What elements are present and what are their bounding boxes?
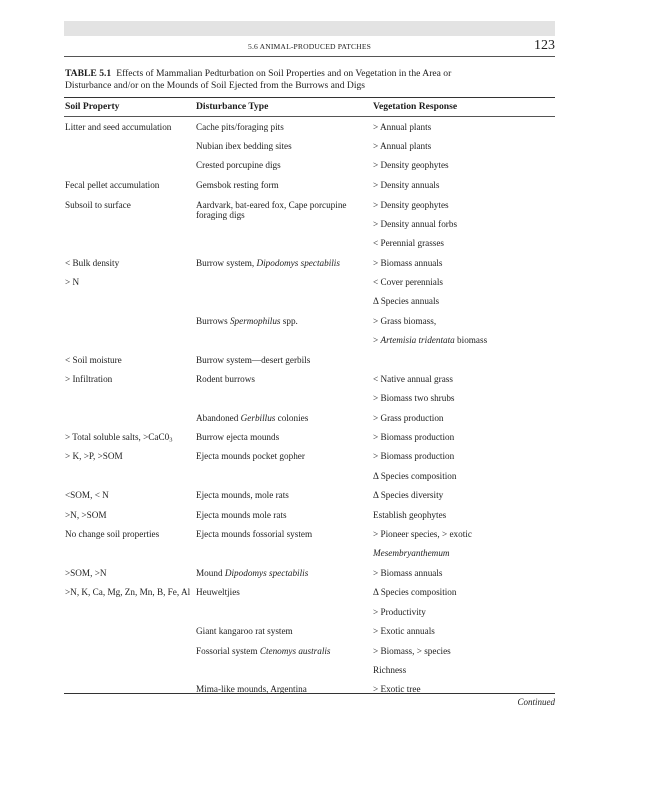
vegetation-response-text: > Biomass annuals — [373, 257, 443, 268]
table-row — [65, 258, 555, 277]
vegetation-response-text: > Productivity — [373, 606, 426, 617]
species-name: Gerbillus — [240, 412, 276, 423]
soil-property-cell — [65, 122, 193, 133]
disturbance-type-cell — [196, 258, 361, 269]
disturbance-type-text: Ejecta mounds mole rats — [196, 509, 287, 520]
soil-property-text: Litter and seed accumulation — [65, 122, 172, 132]
table-row — [65, 451, 555, 470]
caption-line-2: Disturbance and/or on the Mounds of Soil Ejected from the Burrows and Digs — [65, 80, 366, 91]
soil-property-text: > N — [65, 277, 80, 288]
vegetation-response-cell — [373, 548, 555, 559]
soil-property-cell — [65, 529, 193, 540]
vegetation-response-cell — [373, 568, 555, 579]
page-number: 123 — [534, 38, 555, 53]
vegetation-response-cell — [373, 296, 555, 307]
vegetation-response-cell — [373, 626, 555, 637]
vegetation-response-text: > Exotic tree — [373, 684, 421, 695]
vegetation-response-text: > Biomass, > species — [373, 645, 451, 656]
soil-property-cell — [65, 568, 193, 579]
disturbance-type-text: Cache pits/foraging pits — [196, 122, 284, 132]
soil-property-text: > K, >P, >SOM — [65, 451, 123, 462]
table-body — [65, 122, 555, 703]
disturbance-type-cell — [196, 432, 361, 443]
soil-property-cell — [65, 451, 193, 462]
table-row — [65, 626, 555, 646]
disturbance-type-cell — [196, 355, 361, 366]
vegetation-response-text: Δ Species diversity — [373, 490, 444, 501]
vegetation-response-text: > Biomass annuals — [373, 567, 443, 578]
table-caption — [65, 68, 555, 92]
table-bottom-rule — [64, 693, 555, 694]
soil-property-cell — [65, 355, 193, 366]
table-row — [65, 238, 555, 258]
vegetation-response-cell — [373, 490, 555, 501]
table-top-rule — [64, 97, 555, 98]
table-row — [65, 490, 555, 509]
table-row — [65, 587, 555, 606]
vegetation-response-text: Δ Species composition — [373, 470, 457, 481]
vegetation-response-text: < Perennial grasses — [373, 237, 445, 248]
caption-line-1: Effects of Mammalian Pedturbation on Soil Properties and on Vegetation in the Area or — [116, 68, 452, 79]
disturbance-type-text: Ejecta mounds, mole rats — [196, 490, 289, 501]
vegetation-response-cell — [373, 471, 555, 482]
soil-property-text: > Infiltration — [65, 373, 113, 384]
table-row — [65, 529, 555, 548]
disturbance-type-cell — [196, 413, 361, 424]
vegetation-response-text: > — [373, 335, 381, 346]
table-row — [65, 355, 555, 374]
disturbance-type-cell — [196, 587, 361, 598]
vegetation-response-cell — [373, 451, 555, 462]
disturbance-type-text: Gemsbok resting form — [196, 180, 279, 191]
species-name: Dipodomys spectabilis — [224, 567, 309, 578]
table-row — [65, 510, 555, 529]
table-header-row — [65, 101, 555, 114]
soil-property-cell — [65, 374, 193, 385]
disturbance-type-text: Nubian ibex bedding sites — [196, 141, 292, 152]
vegetation-response-text: Δ Species composition — [373, 587, 457, 598]
disturbance-type-text: Abandoned — [196, 412, 241, 423]
disturbance-type-text: colonies — [275, 412, 309, 423]
disturbance-type-text: Ejecta mounds fossorial system — [196, 529, 313, 539]
table-row — [65, 471, 555, 491]
table-header-rule — [64, 116, 555, 117]
table-row — [65, 141, 555, 160]
table-row — [65, 432, 555, 451]
vegetation-response-cell — [373, 277, 555, 288]
disturbance-type-text: Burrow system, — [196, 257, 257, 268]
vegetation-response-text: biomass — [454, 335, 488, 346]
vegetation-response-text: Richness — [373, 664, 407, 675]
table-row — [65, 180, 555, 199]
vegetation-response-text: > Pioneer species, > exotic — [373, 529, 472, 539]
disturbance-type-text: Burrows — [196, 315, 230, 326]
soil-property-text: No change soil properties — [65, 529, 160, 539]
vegetation-response-text: > Biomass two shrubs — [373, 393, 455, 404]
soil-property-cell — [65, 180, 193, 191]
page-top-bar — [64, 21, 555, 36]
vegetation-response-text: > Density annuals — [373, 180, 440, 191]
running-head — [64, 36, 555, 57]
table-row — [65, 296, 555, 315]
table-row — [65, 200, 555, 219]
disturbance-type-cell — [196, 626, 361, 637]
table-row — [65, 316, 555, 336]
disturbance-type-text: Giant kangaroo rat system — [196, 625, 293, 636]
disturbance-type-text: Burrow system—desert gerbils — [196, 354, 311, 365]
vegetation-response-cell — [373, 393, 555, 404]
vegetation-response-cell — [373, 200, 555, 211]
disturbance-type-cell — [196, 374, 361, 385]
disturbance-type-text: Burrow ejecta mounds — [196, 432, 280, 443]
soil-property-cell — [65, 490, 193, 501]
disturbance-type-text: Heuweltjies — [196, 587, 240, 598]
disturbance-type-text: Mima-like mounds, Argentina — [196, 684, 307, 695]
vegetation-response-text: > Biomass production — [373, 451, 455, 462]
vegetation-response-cell — [373, 160, 555, 171]
vegetation-response-cell — [373, 607, 555, 618]
vegetation-response-cell — [373, 510, 555, 521]
soil-property-text: < Soil moisture — [65, 354, 122, 365]
vegetation-response-cell — [373, 413, 555, 424]
vegetation-response-cell — [373, 219, 555, 230]
continued-note: Continued — [517, 697, 555, 707]
soil-property-text: Subsoil to surface — [65, 199, 131, 210]
vegetation-response-text: > Exotic annuals — [373, 625, 435, 636]
column-header: Vegetation Response — [373, 101, 458, 112]
section-title: 5.6 ANIMAL-PRODUCED PATCHES — [248, 42, 371, 51]
table-row — [65, 277, 555, 296]
species-name: Artemisia tridentata — [380, 335, 455, 346]
species-name: Ctenomys australis — [259, 645, 331, 656]
table-label: TABLE 5.1 — [65, 68, 112, 79]
table-row — [65, 393, 555, 413]
soil-property-text: >N, >SOM — [65, 509, 107, 520]
disturbance-type-text: Aardvark, bat-eared fox, Cape porcupine foraging digs — [196, 199, 347, 221]
soil-property-cell — [65, 200, 193, 211]
species-name: Mesembryanthemum — [373, 548, 450, 559]
vegetation-response-text: Establish geophytes — [373, 509, 447, 520]
vegetation-response-text: < Native annual grass — [373, 373, 453, 384]
disturbance-type-text: Crested porcupine digs — [196, 160, 281, 171]
table-row — [65, 568, 555, 587]
soil-property-text: <SOM, < N — [65, 490, 109, 501]
vegetation-response-text: > Grass production — [373, 412, 444, 423]
subscript: 3 — [169, 436, 173, 444]
table-row — [65, 548, 555, 568]
table-row — [65, 374, 555, 393]
disturbance-type-cell — [196, 122, 361, 133]
disturbance-type-cell — [196, 160, 361, 171]
species-name: Spermophilus — [229, 315, 281, 326]
column-header: Soil Property — [65, 101, 120, 112]
disturbance-type-cell — [196, 646, 361, 657]
vegetation-response-text: > Density geophytes — [373, 160, 449, 171]
vegetation-response-cell — [373, 529, 555, 540]
soil-property-text: >N, K, Ca, Mg, Zn, Mn, B, Fe, Al — [65, 587, 191, 598]
disturbance-type-text: Mound — [196, 567, 225, 578]
disturbance-type-cell — [196, 490, 361, 501]
table-row — [65, 413, 555, 432]
species-name: Dipodomys spectabilis — [256, 257, 340, 268]
disturbance-type-cell — [196, 180, 361, 191]
vegetation-response-cell — [373, 141, 555, 152]
soil-property-text: < Bulk density — [65, 257, 120, 268]
disturbance-type-cell — [196, 316, 361, 327]
vegetation-response-text: > Density geophytes — [373, 199, 449, 210]
vegetation-response-text: Δ Species annuals — [373, 296, 440, 307]
vegetation-response-text: > Grass biomass, — [373, 315, 437, 326]
vegetation-response-cell — [373, 238, 555, 249]
soil-property-cell — [65, 277, 193, 288]
vegetation-response-text: > Annual plants — [373, 141, 432, 152]
vegetation-response-cell — [373, 432, 555, 443]
table-row — [65, 665, 555, 684]
disturbance-type-cell — [196, 529, 361, 540]
vegetation-response-text: > Density annual forbs — [373, 218, 458, 229]
vegetation-response-cell — [373, 316, 555, 327]
soil-property-text: >SOM, >N — [65, 567, 107, 578]
vegetation-response-cell — [373, 122, 555, 133]
disturbance-type-text: Fossorial system — [196, 645, 260, 656]
disturbance-type-text: spp. — [280, 315, 298, 326]
vegetation-response-cell — [373, 665, 555, 676]
soil-property-text: > Total soluble salts, >CaC0 — [65, 432, 170, 443]
disturbance-type-cell — [196, 141, 361, 152]
soil-property-cell — [65, 587, 193, 598]
disturbance-type-cell — [196, 451, 361, 462]
vegetation-response-text: > Annual plants — [373, 122, 432, 132]
vegetation-response-cell — [373, 587, 555, 598]
table-row — [65, 160, 555, 180]
soil-property-cell — [65, 432, 193, 443]
table-row — [65, 607, 555, 626]
vegetation-response-text: < Cover perennials — [373, 277, 443, 288]
table-row — [65, 219, 555, 238]
disturbance-type-text: Rodent burrows — [196, 373, 255, 384]
vegetation-response-cell — [373, 258, 555, 269]
vegetation-response-cell — [373, 180, 555, 191]
soil-property-cell — [65, 258, 193, 269]
soil-property-cell — [65, 510, 193, 521]
column-header: Disturbance Type — [196, 101, 269, 112]
soil-property-text: Fecal pellet accumulation — [65, 180, 160, 191]
disturbance-type-cell — [196, 568, 361, 579]
vegetation-response-cell — [373, 374, 555, 385]
table-row — [65, 122, 555, 141]
disturbance-type-cell — [196, 510, 361, 521]
table-row — [65, 646, 555, 665]
vegetation-response-text: > Biomass production — [373, 432, 455, 443]
vegetation-response-cell — [373, 646, 555, 657]
vegetation-response-cell — [373, 335, 555, 346]
table-row — [65, 335, 555, 354]
disturbance-type-text: Ejecta mounds pocket gopher — [196, 451, 305, 462]
